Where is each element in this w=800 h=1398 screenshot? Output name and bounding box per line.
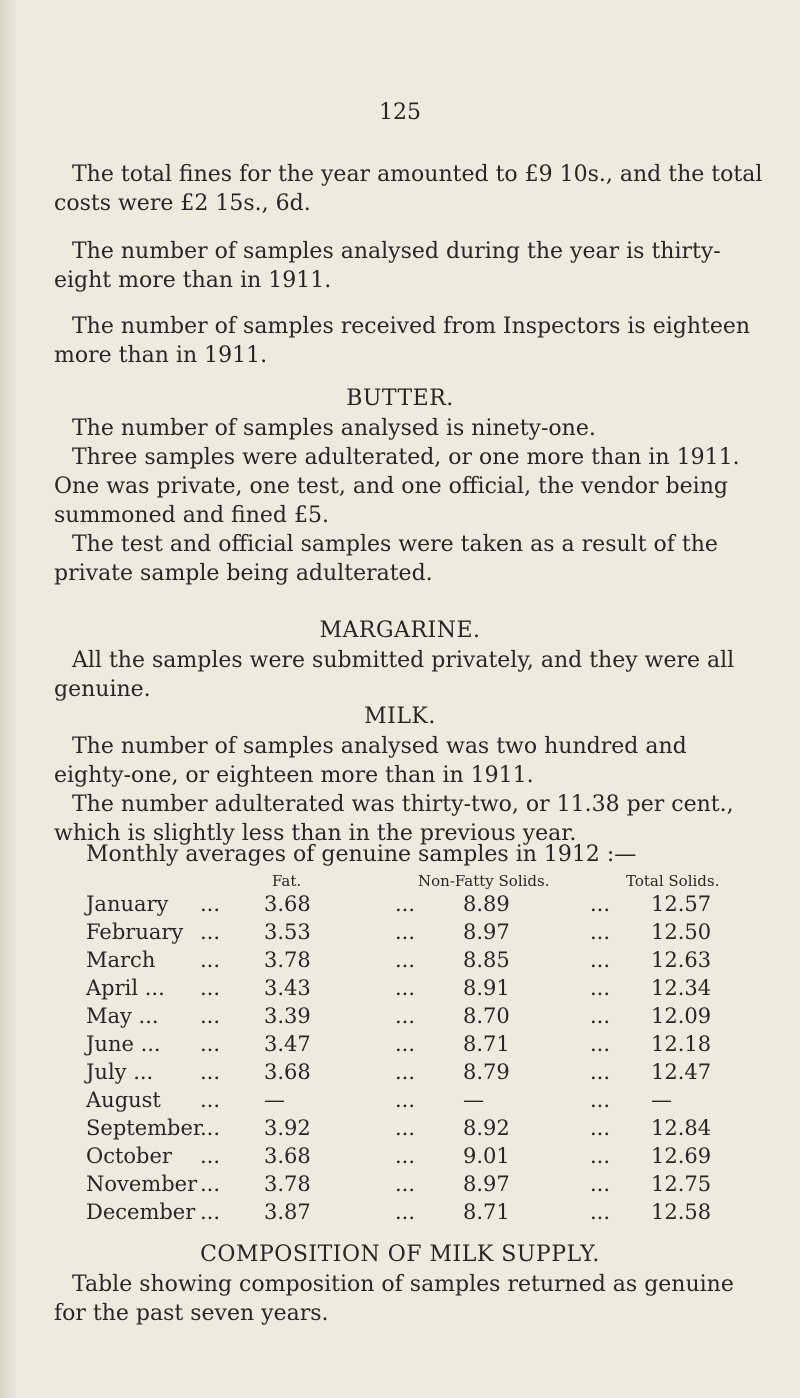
- total-solids-cell: —: [651, 1088, 672, 1112]
- non-fatty-solids-cell: 8.91: [463, 976, 510, 1000]
- milk-heading: MILK.: [364, 704, 436, 729]
- butter-paragraph-1: The number of samples analysed is ninety-one.: [72, 416, 596, 441]
- leader-dots: ...: [590, 1032, 611, 1056]
- total-solids-cell: 12.18: [651, 1032, 712, 1056]
- page-number: 125: [379, 100, 421, 125]
- leader-dots: ...: [200, 1060, 221, 1084]
- month-cell: September: [86, 1116, 203, 1140]
- table-row: [0, 892, 800, 918]
- leader-dots: ...: [200, 1144, 221, 1168]
- leader-dots: ...: [395, 948, 416, 972]
- table-row: [0, 1172, 800, 1198]
- leader-dots: ...: [590, 976, 611, 1000]
- leader-dots: ...: [200, 1032, 221, 1056]
- fat-cell: —: [264, 1088, 285, 1112]
- month-cell: December: [86, 1200, 196, 1224]
- fat-cell: 3.78: [264, 1172, 311, 1196]
- margarine-heading: MARGARINE.: [319, 618, 481, 643]
- leader-dots: ...: [395, 1088, 416, 1112]
- month-cell: October: [86, 1144, 172, 1168]
- leader-dots: ...: [590, 1116, 611, 1140]
- leader-dots: ...: [200, 1172, 221, 1196]
- month-cell: July ...: [86, 1060, 154, 1084]
- non-fatty-solids-cell: 8.71: [463, 1032, 510, 1056]
- leader-dots: ...: [395, 892, 416, 916]
- column-header-fat: Fat.: [272, 872, 302, 890]
- total-solids-cell: 12.09: [651, 1004, 712, 1028]
- month-cell: June ...: [86, 1032, 161, 1056]
- column-header-non-fatty-solids: Non-Fatty Solids.: [418, 872, 550, 890]
- leader-dots: ...: [590, 1004, 611, 1028]
- non-fatty-solids-cell: —: [463, 1088, 484, 1112]
- leader-dots: ...: [590, 1172, 611, 1196]
- non-fatty-solids-cell: 8.97: [463, 1172, 510, 1196]
- table-row: [0, 1032, 800, 1058]
- leader-dots: ...: [200, 920, 221, 944]
- table-row: [0, 920, 800, 946]
- total-solids-cell: 12.34: [651, 976, 712, 1000]
- leader-dots: ...: [395, 1172, 416, 1196]
- butter-paragraph-3: The test and official samples were taken as a result of the private sample being adulterated.: [54, 532, 718, 586]
- fat-cell: 3.68: [264, 1144, 311, 1168]
- leader-dots: ...: [200, 1116, 221, 1140]
- fat-cell: 3.47: [264, 1032, 311, 1056]
- non-fatty-solids-cell: 8.79: [463, 1060, 510, 1084]
- table-caption: Monthly averages of genuine samples in 1912 :—: [86, 842, 637, 867]
- leader-dots: ...: [590, 1200, 611, 1224]
- fat-cell: 3.39: [264, 1004, 311, 1028]
- table-row: [0, 1060, 800, 1086]
- fines-paragraph: The total fines for the year amounted to £9 10s., and the total costs were £2 15s., 6d.: [54, 162, 763, 216]
- total-solids-cell: 12.63: [651, 948, 712, 972]
- butter-paragraph-2: Three samples were adulterated, or one more than in 1911. One was private, one test, and one official, the vendor being summoned and fined £5.: [54, 445, 740, 528]
- non-fatty-solids-cell: 8.92: [463, 1116, 510, 1140]
- month-cell: August: [86, 1088, 161, 1112]
- leader-dots: ...: [395, 1004, 416, 1028]
- leader-dots: ...: [590, 1088, 611, 1112]
- non-fatty-solids-cell: 8.89: [463, 892, 510, 916]
- month-cell: May ...: [86, 1004, 159, 1028]
- fat-cell: 3.68: [264, 892, 311, 916]
- leader-dots: ...: [200, 1004, 221, 1028]
- table-row: [0, 1004, 800, 1030]
- table-row: [0, 948, 800, 974]
- leader-dots: ...: [200, 976, 221, 1000]
- month-cell: November: [86, 1172, 198, 1196]
- total-solids-cell: 12.58: [651, 1200, 712, 1224]
- total-solids-cell: 12.50: [651, 920, 712, 944]
- leader-dots: ...: [590, 920, 611, 944]
- leader-dots: ...: [200, 948, 221, 972]
- non-fatty-solids-cell: 8.70: [463, 1004, 510, 1028]
- leader-dots: ...: [395, 1116, 416, 1140]
- total-solids-cell: 12.75: [651, 1172, 712, 1196]
- month-cell: February: [86, 920, 184, 944]
- leader-dots: ...: [590, 1144, 611, 1168]
- leader-dots: ...: [395, 1144, 416, 1168]
- total-solids-cell: 12.57: [651, 892, 712, 916]
- column-header-total-solids: Total Solids.: [626, 872, 720, 890]
- total-solids-cell: 12.47: [651, 1060, 712, 1084]
- inspectors-paragraph: The number of samples received from Inspectors is eighteen more than in 1911.: [54, 314, 751, 368]
- table-row: [0, 1088, 800, 1114]
- leader-dots: ...: [590, 948, 611, 972]
- milk-paragraph-2: The number adulterated was thirty-two, or 11.38 per cent., which is slightly less than in the previous year.: [54, 792, 734, 846]
- margarine-paragraph: All the samples were submitted privately, and they were all genuine.: [54, 648, 735, 702]
- month-cell: April ...: [86, 976, 165, 1000]
- table-row: [0, 1200, 800, 1226]
- non-fatty-solids-cell: 8.71: [463, 1200, 510, 1224]
- non-fatty-solids-cell: 9.01: [463, 1144, 510, 1168]
- leader-dots: ...: [395, 976, 416, 1000]
- non-fatty-solids-cell: 8.85: [463, 948, 510, 972]
- month-cell: March: [86, 948, 156, 972]
- composition-heading: COMPOSITION OF MILK SUPPLY.: [200, 1242, 600, 1267]
- table-row: [0, 976, 800, 1002]
- fat-cell: 3.68: [264, 1060, 311, 1084]
- fat-cell: 3.53: [264, 920, 311, 944]
- leader-dots: ...: [590, 1060, 611, 1084]
- leader-dots: ...: [395, 1060, 416, 1084]
- month-cell: January: [86, 892, 169, 916]
- leader-dots: ...: [395, 920, 416, 944]
- leader-dots: ...: [200, 1200, 221, 1224]
- leader-dots: ...: [200, 892, 221, 916]
- leader-dots: ...: [590, 892, 611, 916]
- fat-cell: 3.87: [264, 1200, 311, 1224]
- butter-heading: BUTTER.: [346, 386, 454, 411]
- total-solids-cell: 12.69: [651, 1144, 712, 1168]
- total-solids-cell: 12.84: [651, 1116, 712, 1140]
- fat-cell: 3.92: [264, 1116, 311, 1140]
- leader-dots: ...: [395, 1200, 416, 1224]
- samples-analysed-paragraph: The number of samples analysed during the year is thirty-eight more than in 1911.: [54, 239, 721, 293]
- milk-paragraph-1: The number of samples analysed was two hundred and eighty-one, or eighteen more than in 1911.: [54, 734, 687, 788]
- leader-dots: ...: [395, 1032, 416, 1056]
- fat-cell: 3.78: [264, 948, 311, 972]
- table-row: [0, 1116, 800, 1142]
- fat-cell: 3.43: [264, 976, 311, 1000]
- composition-paragraph: Table showing composition of samples returned as genuine for the past seven years.: [54, 1272, 734, 1326]
- table-row: [0, 1144, 800, 1170]
- leader-dots: ...: [200, 1088, 221, 1112]
- non-fatty-solids-cell: 8.97: [463, 920, 510, 944]
